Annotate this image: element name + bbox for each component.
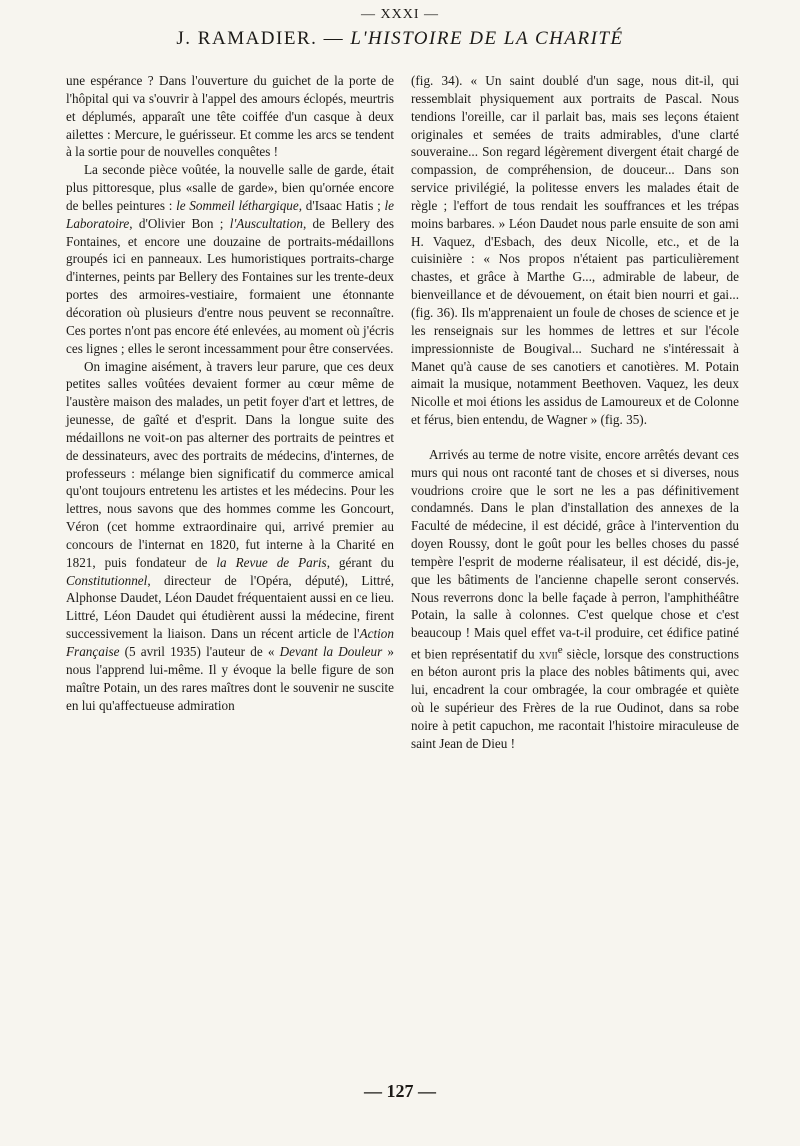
text-run: , gérant du — [326, 554, 394, 570]
text-run: siècle, lorsque des constructions en béton auront pris la place des nobles bâtiments qui, avec lui, encadrent la cour ombragée, la cour ombragée et quiète où le supérieur des Frères de la rue Oudinot, dans sa robe noire à petit capuchon, me racontait l'histoire miraculeuse de saint Jean de Dieu ! — [411, 646, 739, 751]
text-run: On imagine aisément, à travers leur parure, que ces deux petites salles voûtées devaient former au cœur même de l'austère maison des malades, un petit foyer d'art et lettres, de jeunesse, de gaîté et d'esprit. Dans la longue suite des médaillons ne voit-on pas alterner des portraits de peintres et de dessinateurs, avec des portraits de médecins, d'internes, de professeurs : mélange bien significatif du commerce amical qu'ont toujours entretenu les artistes et les médecins. Pour les lettres, nous savons que des hommes comme les Goncourt, Véron (cet homme extraordinaire qui, arrivé premier au concours de l'internat en 1820, fut interne à la Charité en 1821, puis fondateur de — [66, 358, 394, 570]
book-title: Devant la Douleur — [279, 644, 383, 659]
publication-title: Action Française — [66, 626, 394, 659]
century-numeral: xvii — [538, 646, 558, 662]
left-column — [66, 72, 394, 714]
text-run: (5 avril 1935) l'auteur de « — [119, 644, 280, 659]
paragraph — [66, 358, 394, 715]
article-title: L'HISTOIRE DE LA CHARITÉ — [350, 28, 624, 49]
header-separator: — — [323, 28, 345, 49]
artwork-title: l'Auscultation — [229, 215, 303, 231]
ordinal-superscript: e — [557, 644, 563, 657]
text-run: Arrivés au terme de notre visite, encore arrêtés devant ces murs qui nous ont raconté tant de choses et si diverses, nous voudrions croire que le sort ne les a pas définitivement condamnés. Dans le plan d'installation des annexes de la Faculté de médecine, il est décidé, grâce à l'intervention du doyen Roussy, dont le goût pour les belles choses du passé tempère l'esprit de moderne réalisateur, il est décidé, dis-je, que les bâtiments de l'ancienne chapelle seront conservés. Nous reverrons donc la belle façade à perron, l'amphithéâtre Potain, la salle à colonnes. C'est quelque chose et c'est beaucoup ! Mais quel effet va-t-il produire, cet édifice patiné et bien représentatif du — [411, 446, 739, 662]
text-run: , directeur de l'Opéra, député), Littré, Alphonse Daudet, Léon Daudet fréquentaient aussi en ce lieu. Littré, Léon Daudet qui étudièrent aussi la médecine, firent successivement la liaison. Dans un récent article de l' — [66, 572, 394, 642]
artwork-title: le Sommeil léthargique — [176, 197, 299, 213]
text-run: La seconde pièce voûtée, la nouvelle salle de garde, était plus pittoresque, plus «salle de garde», bien qu'ornée encore de belles peintures : — [66, 162, 394, 213]
text-run: , d'Isaac Hatis ; — [298, 197, 385, 213]
page-number: — 127 — — [364, 1081, 436, 1101]
publication-title: la Revue de Paris — [216, 554, 327, 570]
roman-page-number: — XXXI — — [361, 7, 439, 22]
paragraph: (fig. 34). « Un saint doublé d'un sage, nous dit-il, qui ressemblait physiquement aux portraits de Pascal. Nous tendions l'oreille, car il parlait bas, mais ses leçons étaient originales et semées de traits admirables, d'une clarté souveraine... Son regard légèrement divergent était chargé de compassion, de compréhension, de douceur... Dans son service privilégié, la politesse envers les malades était de règle ; l'effort de tous rendait les souffrances et les trépas moins barbares. » Léon Daudet nous parle ensuite de son ami H. Vaquez, d'Esbach, des deux Nicolle, etc., et de la cuisinière : « Nos propos n'étaient pas particulièrement chastes, et grâce à Marthe G..., admirable de labeur, de bienveillance et de dévouement, on était bien nourri et gai... (fig. 36). Ils m'apprenaient un foule de choses de science et je les renseignais sur les hommes de lettres et sur l'école impressionniste de Bougival... Suchard ne s'intéressait à Manet qu'à cause de ses canotiers et canotières. M. Potain aimait la musique, notamment Beethoven. Vaquez, les deux Nicolle et moi étions les assidus de Lamoureux et de Colonne et férus, bien entendu, de Wagner » (fig. 35). — [411, 73, 739, 428]
paragraph — [66, 161, 394, 357]
author-name: J. RAMADIER. — [176, 28, 318, 49]
publication-title: Constitutionnel — [66, 572, 148, 588]
text-run: » nous l'apprend lui-même. Il y évoque la belle figure de son maître Potain, un des rares maîtres dont le souvenir ne suscite en lui qu'affectueuse admiration — [66, 644, 395, 713]
text-run: , d'Olivier Bon ; — [129, 215, 230, 231]
running-head — [0, 28, 800, 50]
paragraph: une espérance ? Dans l'ouverture du guichet de la porte de l'hôpital qui va s'ouvrir à l'appel des amours éclopés, meurtris et déplumés, apparaît une tête coiffée d'un casque à deux ailettes : Mercure, le guérisseur. Et comme les arcs se tendent à la sortie pour de nouvelles conquêtes ! — [66, 73, 394, 160]
artwork-title: le Laboratoire — [66, 197, 394, 231]
text-run: , de Bellery des Fontaines, et encore une douzaine de portraits-médaillons groupés ici en panneaux. Les humoristiques portraits-charge d'internes, peints par Bellery des Fontaines sur les trente-deux portes des armoires-vestiaire, formaient une étonnante décoration où plusieurs d'entre nous peuvent se reconnaître. Ces portes n'ont pas encore été enlevées, au moment où j'écris ces lignes ; elles le seront incessamment pour être conservées. — [66, 215, 395, 356]
right-column — [411, 72, 739, 753]
paragraph — [411, 446, 739, 753]
